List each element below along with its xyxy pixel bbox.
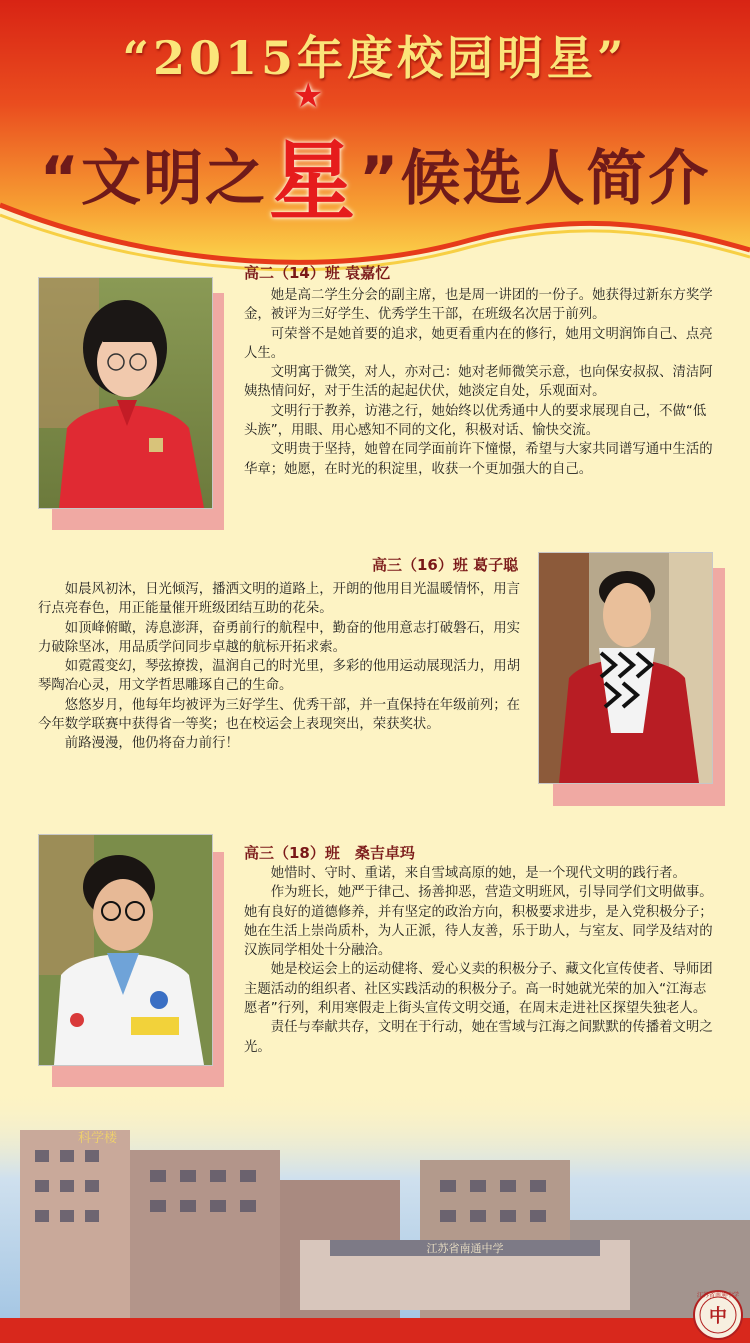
bio-paragraph: 责任与奉献共存，文明在于行动，她在雪域与江海之间默默的传播着文明之光。 — [244, 1020, 713, 1055]
bio-paragraph: 如晨风初沐，日光倾泻，播洒文明的道路上，开朗的他用目光温暖情怀，用言行点亮春色，用正能量催开班级团结互助的花朵。 — [38, 582, 521, 617]
school-seal: 中 — [709, 1306, 727, 1327]
title-main — [0, 76, 750, 236]
bio-paragraph: 文明行于教养，访港之行，她始终以优秀通中人的要求展现自己，不做“低头族”，用眼、用心感知不同的文化，积极对话、愉快交流。 — [244, 403, 707, 439]
bio-paragraph: 如霓霞变幻，琴弦撩拨，温润自己的时光里，多彩的他用运动展现活力，用胡琴陶冶心灵，用文学哲思雕琢自己的生命。 — [38, 659, 521, 694]
candidate-heading-2: 高三（16）班 葛子聪 — [372, 556, 519, 574]
bio-paragraph: 前路漫漫，他仍将奋力前行！ — [64, 736, 239, 752]
bio-paragraph: 她惜时、守时、重诺，来自雪域高原的她，是一个现代文明的践行者。 — [270, 866, 686, 881]
bio-paragraph: 文明寓于微笑，对人，亦对己：她对老师微笑示意，也向保安叔叔、清洁阿姨热情问好，对于生活的起起伏伏，她淡定自处，乐观面对。 — [244, 365, 713, 400]
building-sign: 科学楼 — [78, 1131, 118, 1146]
candidate-photo-3 — [38, 834, 213, 1066]
candidate-heading-1: 高二（14）班 袁嘉忆 — [244, 264, 391, 282]
title-year: “2015年度校园明星” — [122, 31, 628, 85]
title-main-prefix: “文明之 — [39, 144, 267, 214]
candidate-heading-3: 高三（18）班 桑吉卓玛 — [244, 844, 415, 862]
campus-building-image — [0, 1090, 750, 1343]
gate-sign: 江苏省南通中学 — [426, 1242, 504, 1255]
title-star-text: 星 — [269, 132, 357, 232]
candidate-bio-1 — [244, 286, 714, 479]
bio-paragraph: 作为班长，她严于律己、扬善抑恶，营造文明班风，引导同学们文明做事。她有良好的道德修养，并有坚定的政治方向，积极要求进步，是入党积极分子；她在生活上崇尚质朴，为人正派，待人友善，乐于助人，与室友、同学及结对的汉族同学相处十分融洽。 — [244, 885, 713, 959]
school-seal-ring: 江苏省南通中学 — [696, 1292, 739, 1299]
bio-paragraph: 她是校运会上的运动健将、爱心义卖的积极分子、藏文化宣传使者、导师团主题活动的组织者、社区实践活动的积极分子。高一时她就光荣的加入“江海志愿者”行列，利用寒假走上街头宣传文明交通，在周末走进社区探望失独老人。 — [244, 962, 713, 1017]
candidate-photo-1 — [38, 277, 213, 509]
bio-paragraph: 如顶峰俯瞰，涛息澎湃，奋勇前行的航程中，勤奋的他用意志打破磐石，用实力破除坚冰，用品质学问同步卓越的航标开拓求索。 — [38, 620, 521, 655]
candidate-bio-3 — [244, 864, 714, 1057]
candidate-bio-2 — [38, 580, 528, 754]
title-star-char — [269, 76, 357, 236]
star-icon: ★ — [293, 76, 326, 116]
bio-paragraph: 文明贵于坚持，她曾在同学面前许下憧憬，希望与大家共同谱写通中生活的华章；她愿，在时光的积淀里，收获一个更加强大的自己。 — [244, 442, 713, 477]
bio-paragraph: 她是高二学生分会的副主席，也是周一讲团的一份子。她获得过新东方奖学金，被评为三好学生、优秀学生干部，在班级名次居于前列。 — [244, 288, 713, 323]
candidate-photo-2 — [538, 552, 713, 784]
title-main-suffix: ”候选人简介 — [359, 144, 711, 214]
bio-paragraph: 可荣誉不是她首要的追求，她更看重内在的修行，她用文明润饰自己、点亮人生。 — [244, 326, 713, 361]
bio-paragraph: 悠悠岁月，他每年均被评为三好学生、优秀干部，并一直保持在年级前列；在今年数学联赛中获得省一等奖；也在校运会上表现突出，荣获奖状。 — [38, 697, 521, 733]
